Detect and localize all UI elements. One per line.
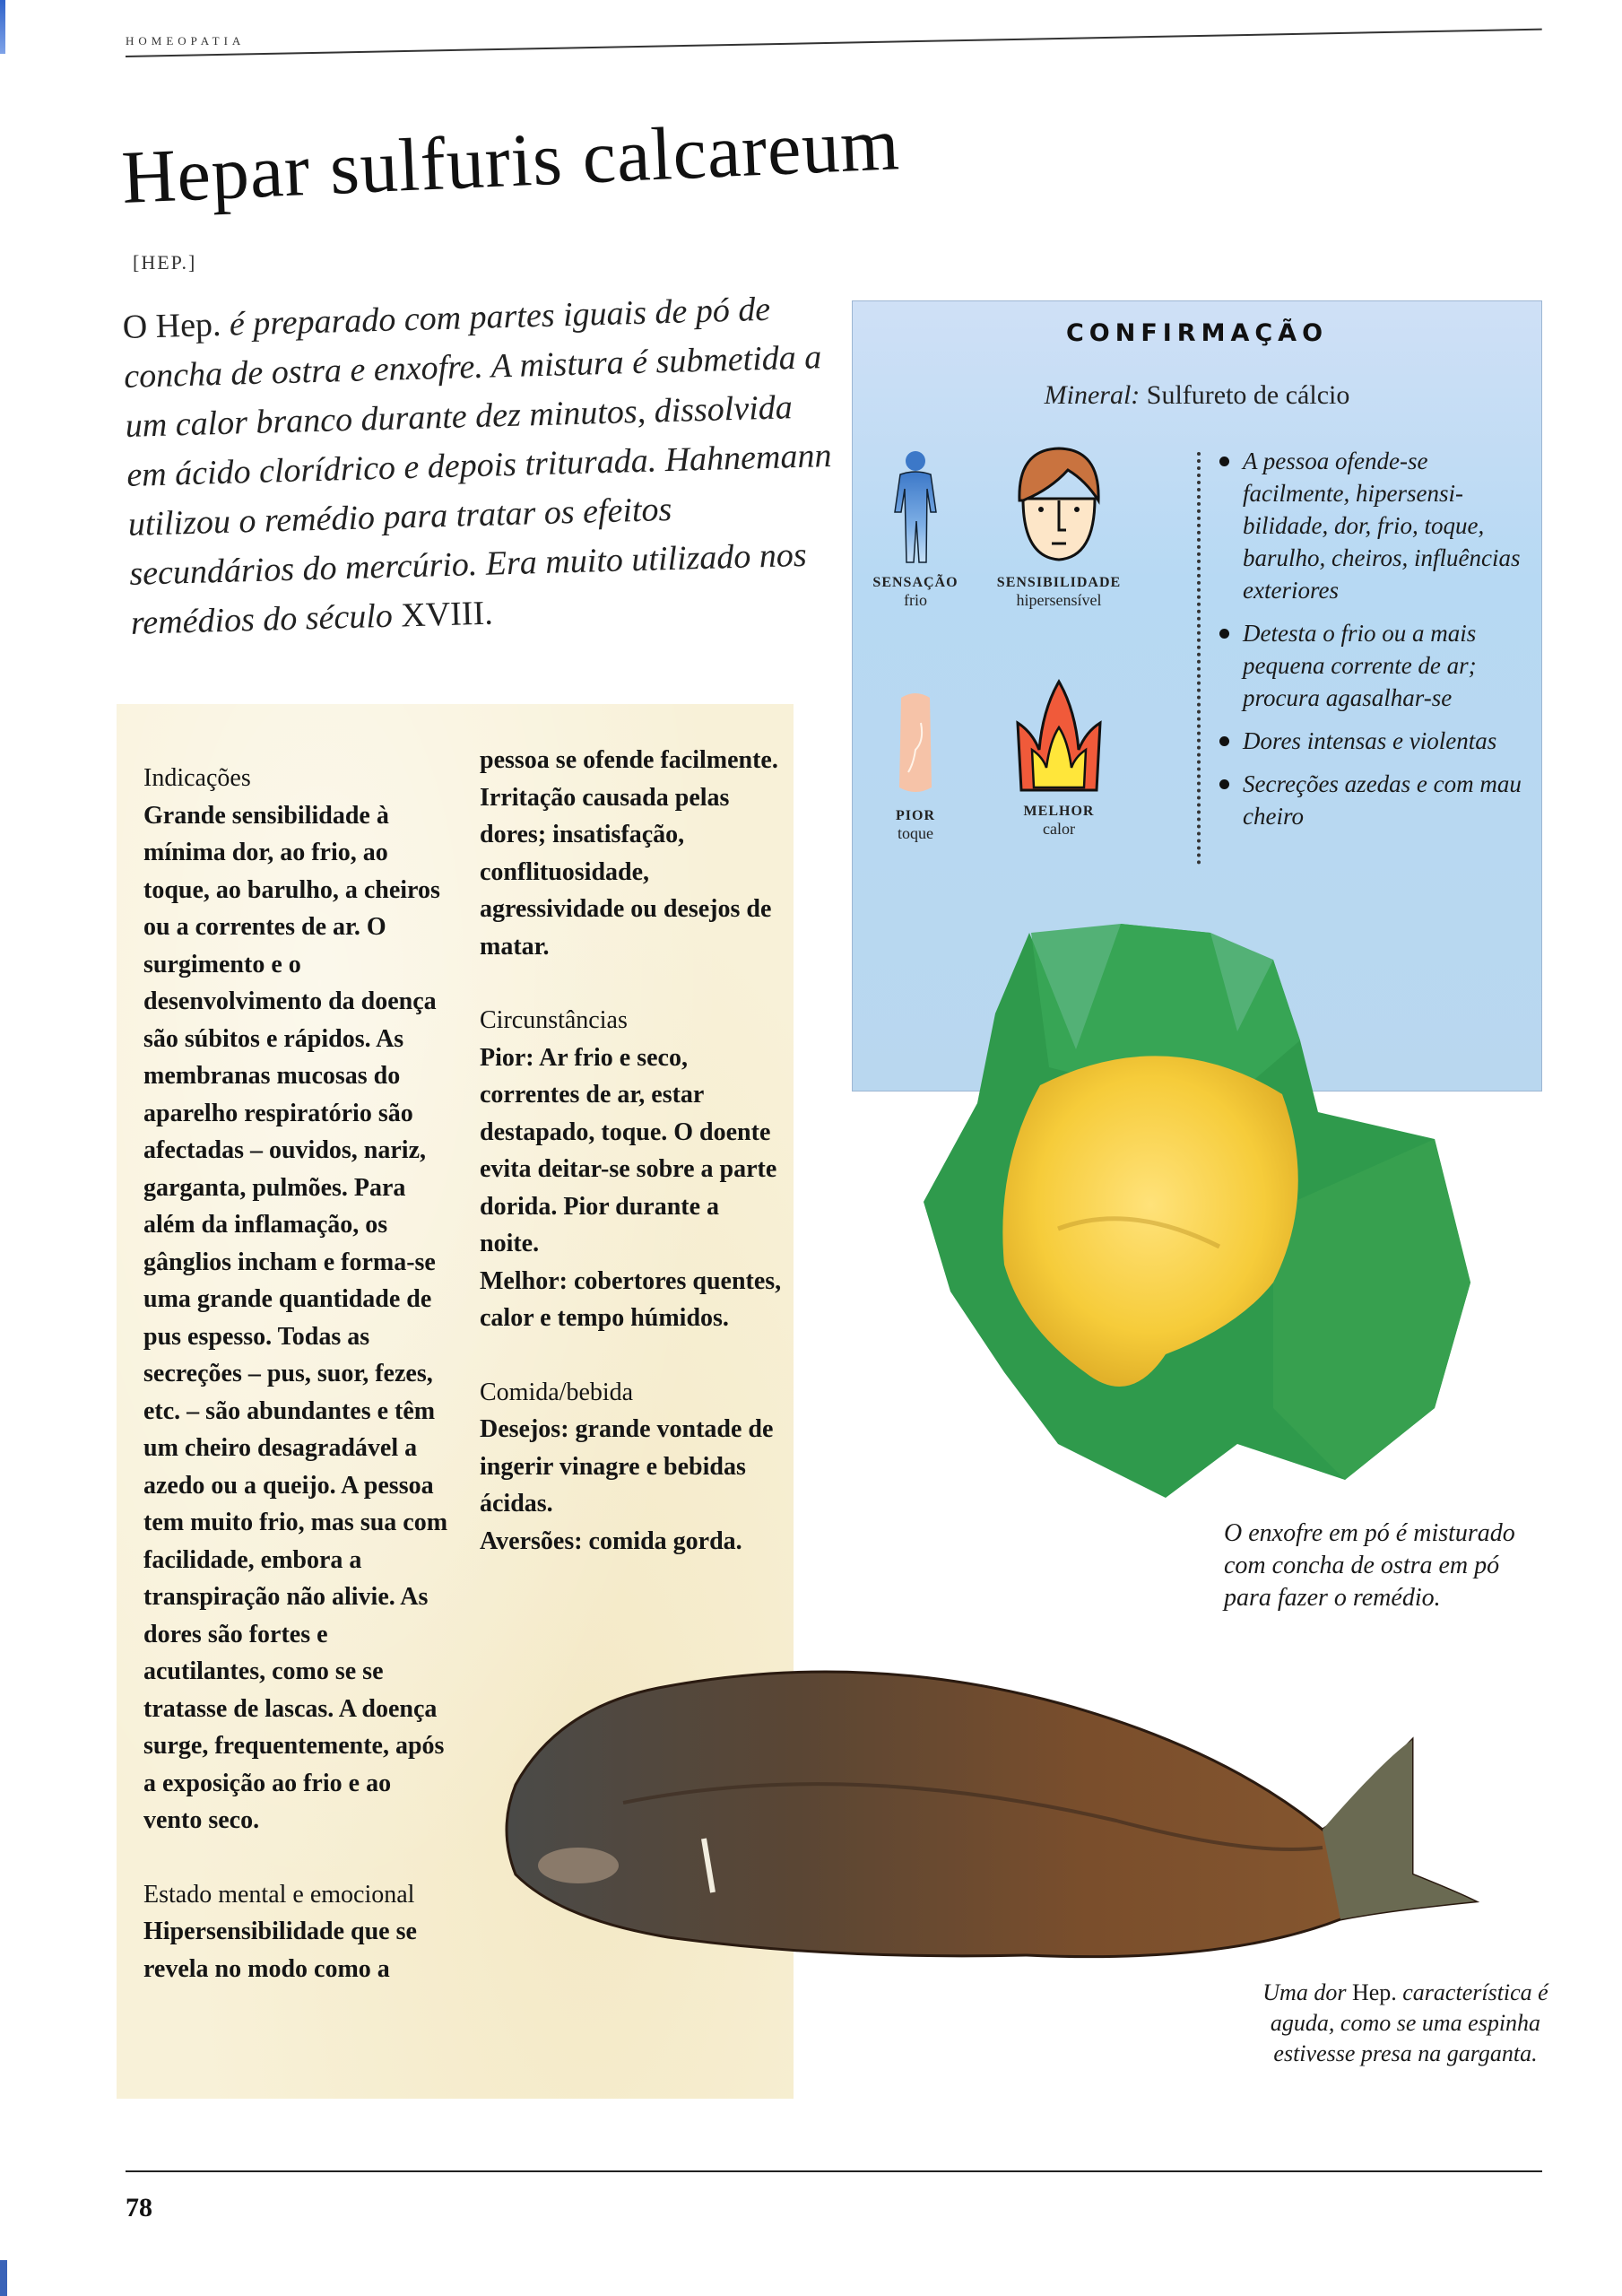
mineral-line [853,380,1541,411]
symbol-label: SENSIBILIDADE [996,575,1122,590]
symbol-value: hipersensível [1016,591,1102,609]
symbol-label: MELHOR [1023,804,1095,819]
symbol-sensibilidade [983,445,1135,609]
face-icon [1014,445,1104,566]
header-rule [126,29,1542,57]
confirmation-title: CONFIRMAÇÃO [1065,319,1329,347]
bullet-item: A pessoa ofende-se facilmente, hipersensi-bilidade, dor, frio, toque, barulho, cheiros, influências exteriores [1216,445,1534,606]
symbol-value: frio [904,591,927,609]
scan-edge-artifact [0,2260,7,2296]
sulphur-caption: O enxofre em pó é misturado com concha de ostra em pó para fazer o remédio. [1224,1519,1515,1612]
fish-caption-lead: Uma dor [1262,1979,1352,2005]
fish-caption [1251,1978,1560,2069]
intro-text: é preparado com partes iguais de pó de concha de ostra e enxofre. A mistura é submetida a um calor branco durante dez minutos, dissolvida em ácido clorídrico e depois triturada. Hahnemann utilizou o remédio para tratar os efeitos secundários do mercúrio. Era muito utilizado nos remédios do século [123,290,832,642]
bullet-item: Dores intensas e violentas [1216,725,1534,757]
section-heading-circunstancias: Circunstâncias [480,1006,628,1034]
sulphur-powder-image [897,906,1515,1507]
cold-body-icon [884,449,947,566]
mineral-value: Sulfureto de cálcio [1146,380,1350,410]
section-heading-indicacoes: Indicações [143,764,251,792]
bullet-item: Secreções azedas e com mau cheiro [1216,768,1534,832]
hand-touch-icon [889,687,942,799]
section-body-estado-mental: Hipersensibilidade que se revela no modo como a [143,1918,417,1983]
intro-lead: O Hep. [122,305,222,346]
section-heading-comida: Comida/bebida [480,1378,634,1406]
symbol-label: PIOR [896,808,935,823]
circunstancias-melhor: Melhor: cobertores quentes, calor e tempo húmidos. [480,1266,782,1332]
page-number: 78 [126,2193,152,2222]
details-column-right [480,742,785,1560]
running-head: HOMEOPATIA [126,34,246,48]
comida-desejos: Desejos: grande vontade de ingerir vinagre e bebidas ácidas. [480,1415,774,1518]
section-heading-estado-mental: Estado mental e emocional [143,1880,415,1909]
symbol-sensacao [839,449,992,609]
flame-icon [1014,678,1104,795]
page-title: Hepar sulfuris calcareum [119,102,902,221]
fish-caption-abbrev: Hep. [1351,1979,1397,2005]
dried-fish-image [489,1650,1565,1973]
section-body-indicacoes: Grande sensibilidade à mínima dor, ao frio, ao toque, ao barulho, a cheiros ou a correntes de ar. O surgimento e o desenvolvimento da doença são súbitos e rápidos. As membranas mucosas do aparelho respiratório são afectadas – ouvidos, nariz, garganta, pulmões. Para além da inflamação, os gânglios incham e forma-se uma grande quantidade de pus espesso. Todas as secreções – pus, suor, fezes, etc. – são abundantes e têm um cheiro desagradável a azedo ou a queijo. A pessoa tem muito frio, mas sua com facilidade, embora a transpiração não alivie. As dores são fortes e acutilantes, como se se tratasse de lascas. A doença surge, frequentemente, após a exposição ao frio e ao vento seco. [143,801,448,1834]
symbol-pior [839,687,992,842]
dotted-divider [1197,452,1201,865]
comida-aversoes: Aversões: comida gorda. [480,1526,742,1555]
section-body-estado-mental-continued: pessoa se ofende facilmente. Irritação causada pelas dores; insatisfação, conflituosidade, agressividade ou desejos de matar. [480,746,778,961]
symbol-melhor [983,678,1135,838]
symbol-value: toque [898,824,933,842]
symbol-label: SENSAÇÃO [872,575,958,590]
fish-caption-rest: característica é aguda, como se uma espinha estivesse presa na garganta. [1270,1979,1548,2066]
confirmation-bullets [1216,445,1534,843]
footer-rule [126,2170,1542,2172]
bullet-item: Detesta o frio ou a mais pequena corrente de ar; procura agasalhar-se [1216,617,1534,714]
mineral-label: Mineral: [1044,380,1141,410]
remedy-abbreviation: [HEP.] [133,251,197,274]
details-column-left [143,760,448,1987]
circunstancias-pior: Pior: Ar frio e seco, correntes de ar, estar destapado, toque. O doente evita deitar-se sobre a parte dorida. Pior durante a noite. [480,1043,777,1257]
intro-tail: XVIII. [400,594,494,635]
scan-edge-artifact [0,0,5,54]
symbol-value: calor [1043,820,1075,838]
intro-paragraph [122,283,839,648]
